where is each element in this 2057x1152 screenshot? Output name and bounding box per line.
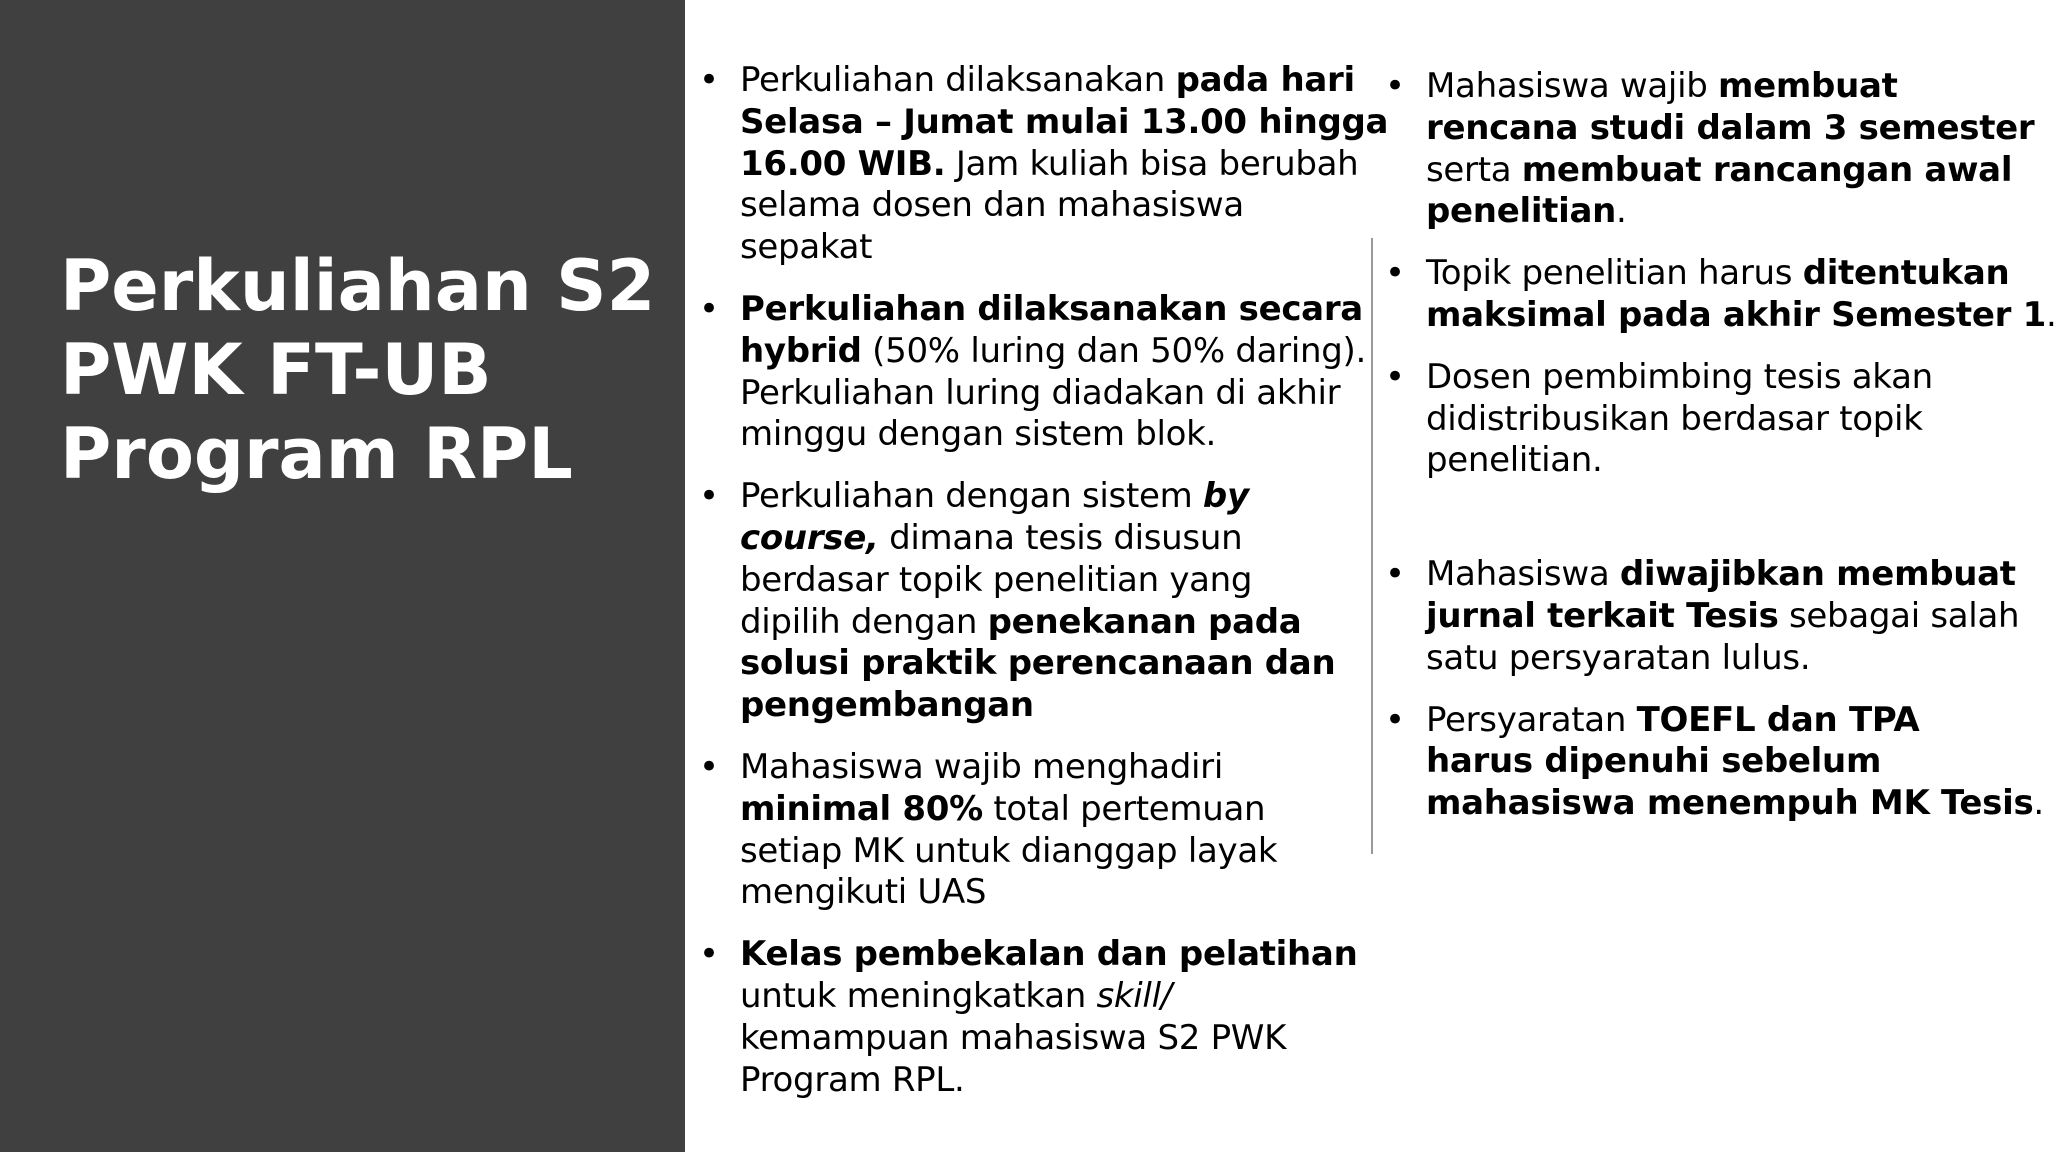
bold-italic-text: course, xyxy=(740,517,879,558)
text-run: Perkuliahan dilaksanakan xyxy=(740,60,1176,100)
bullet-line xyxy=(740,789,1370,831)
bullet-line xyxy=(740,934,1370,976)
italic-text: skill/ xyxy=(1096,975,1172,1016)
bullet-item xyxy=(1426,357,2038,482)
bullet-line: selama dosen dan mahasiswa xyxy=(740,185,1244,226)
title-line: Program RPL xyxy=(60,413,573,495)
bold-text: penelitian xyxy=(1426,191,1617,232)
title-panel xyxy=(0,0,685,1152)
text-run: . xyxy=(1616,191,1627,232)
text-run: sebagai salah xyxy=(1778,595,2020,636)
bullet-item xyxy=(740,934,1370,1101)
bullet-line: setiap MK untuk dianggap layak xyxy=(740,830,1278,871)
bullet-item xyxy=(1426,253,2057,337)
bold-text: 16.00 WIB. xyxy=(740,143,946,184)
bullet-list-right xyxy=(1426,66,2057,845)
bullet-line xyxy=(740,518,1370,560)
title-line: PWK FT-UB xyxy=(60,329,492,411)
bullet-line xyxy=(1426,108,2038,150)
bullet-line: didistribusikan berdasar topik xyxy=(1426,398,1923,439)
bullet-line xyxy=(1426,741,2038,783)
bullet-list-left xyxy=(740,60,1389,1121)
text-run: . xyxy=(2033,783,2044,824)
bullet-line xyxy=(740,602,1370,644)
bold-text: harus dipenuhi sebelum xyxy=(1426,741,1882,782)
text-run: (50% luring dan 50% daring). xyxy=(861,330,1366,371)
bullet-line: Perkuliahan luring diadakan di akhir xyxy=(740,372,1341,413)
bullet-line xyxy=(740,60,1370,102)
bold-text: TOEFL dan TPA xyxy=(1636,699,1920,740)
bullet-item xyxy=(1426,554,2038,679)
bold-text: maksimal pada akhir Semester 1 xyxy=(1426,294,2047,335)
bullet-line xyxy=(1426,66,2038,108)
bold-text: ditentukan xyxy=(1802,253,2010,294)
text-run: . xyxy=(2046,294,2057,335)
bullet-item xyxy=(740,60,1389,269)
bold-text: solusi praktik perencanaan dan xyxy=(740,643,1336,684)
bold-text: jurnal terkait Tesis xyxy=(1426,595,1779,636)
column-divider xyxy=(1371,238,1373,854)
bold-text: diwajibkan membuat xyxy=(1619,554,2016,595)
bullet-line xyxy=(740,643,1370,685)
text-run: dipilih dengan xyxy=(740,601,988,642)
bullet-line: • Mahasiswa wajib menghadiri xyxy=(740,746,1224,787)
bullet-line xyxy=(1426,253,2038,295)
bold-italic-text: by xyxy=(1202,476,1249,517)
bold-text: hybrid xyxy=(740,330,862,371)
bullet-line: sepakat xyxy=(740,227,873,268)
bullet-line: minggu dengan sistem blok. xyxy=(740,414,1217,455)
bold-text: penekanan pada xyxy=(987,601,1302,642)
bullet-line xyxy=(740,144,1370,186)
bold-text: pengembangan xyxy=(740,685,1034,726)
bullet-line xyxy=(740,289,1370,331)
bold-text: Kelas pembekalan dan pelatihan xyxy=(740,934,1358,975)
bullet-line: kemampuan mahasiswa S2 PWK xyxy=(740,1017,1287,1058)
text-run: dimana tesis disusun xyxy=(878,517,1243,558)
bullet-item xyxy=(1426,66,2038,233)
bullet-line: penelitian. xyxy=(1426,440,1603,481)
bullet-line xyxy=(740,476,1370,518)
text-run: Jam kuliah bisa berubah xyxy=(945,143,1359,184)
bullet-line xyxy=(740,331,1370,373)
slide-title xyxy=(60,244,670,496)
bullet-line: satu persyaratan lulus. xyxy=(1426,637,1811,678)
bold-text: membuat xyxy=(1718,66,1898,106)
bold-text: mahasiswa menempuh MK Tesis xyxy=(1426,783,2034,824)
bullet-line xyxy=(1426,191,2038,233)
bullet-line: • Dosen pembimbing tesis akan xyxy=(1426,356,1933,397)
bullet-line xyxy=(1426,783,2044,825)
bullet-item xyxy=(740,289,1370,456)
text-run: Persyaratan xyxy=(1426,699,1637,740)
bold-text: Perkuliahan dilaksanakan secara xyxy=(740,288,1363,329)
text-run: total pertemuan xyxy=(982,788,1266,829)
bullet-line: mengikuti UAS xyxy=(740,872,987,913)
bullet-item xyxy=(740,476,1370,727)
bold-text: membuat rancangan awal xyxy=(1521,149,2013,190)
bullet-item xyxy=(740,747,1370,914)
bullet-line xyxy=(1426,700,2038,742)
bold-text: Selasa – Jumat mulai 13.00 hingga xyxy=(740,101,1389,142)
bullet-line: berdasar topik penelitian yang xyxy=(740,559,1253,600)
text-run: serta xyxy=(1426,149,1522,190)
bullet-line xyxy=(740,685,1370,727)
bullet-line xyxy=(1426,150,2038,192)
bullet-line xyxy=(740,101,1389,144)
bold-text: rencana studi dalam 3 semester xyxy=(1426,107,2035,148)
bold-text: pada hari xyxy=(1175,60,1355,100)
bullet-line: Program RPL. xyxy=(740,1059,965,1100)
bullet-item xyxy=(1426,699,2044,825)
text-run: Mahasiswa xyxy=(1426,554,1620,595)
title-line: Perkuliahan S2 xyxy=(60,245,656,327)
bullet-line xyxy=(1426,554,2038,596)
bullet-line xyxy=(1426,596,2038,638)
bullet-line xyxy=(740,976,1370,1018)
text-run: untuk meningkatkan xyxy=(740,975,1097,1016)
bold-text: minimal 80% xyxy=(740,788,983,829)
bullet-line xyxy=(1426,294,2057,337)
text-run: Perkuliahan dengan sistem xyxy=(740,476,1203,517)
text-run: Topik penelitian harus xyxy=(1426,253,1803,294)
text-run: Mahasiswa wajib xyxy=(1426,66,1719,106)
